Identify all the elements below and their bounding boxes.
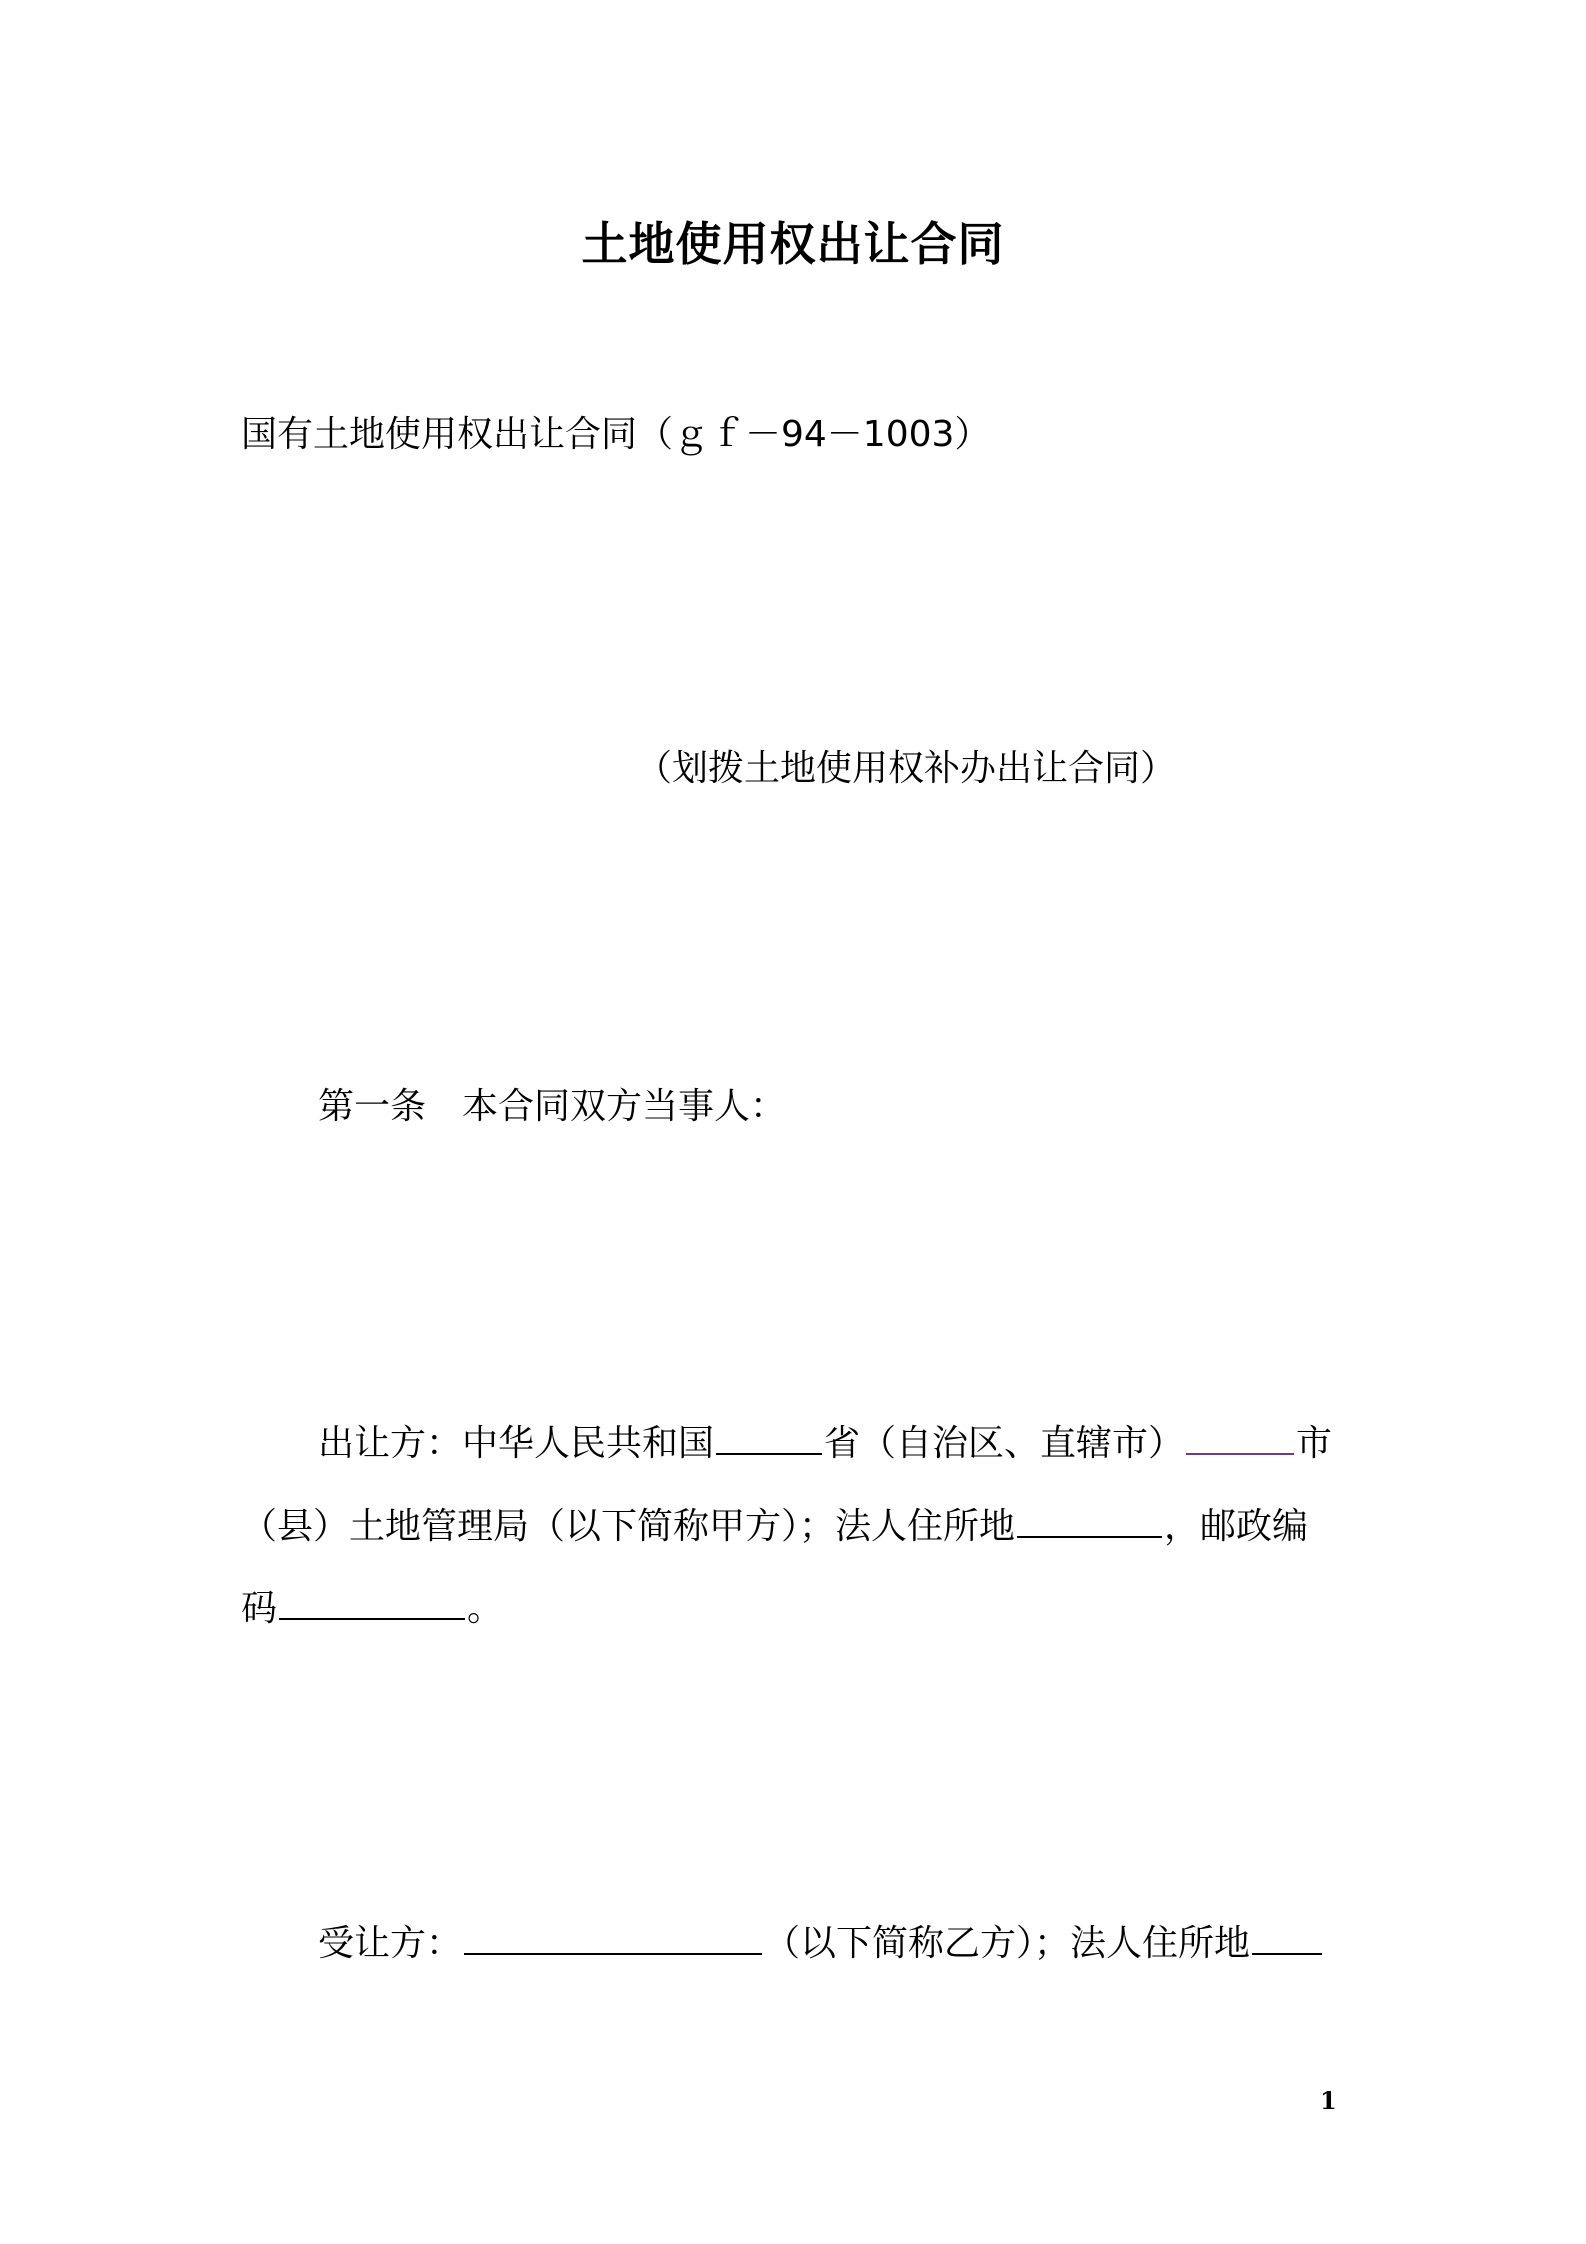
article-1-heading: 第一条 本合同双方当事人： <box>318 1086 787 1127</box>
document-title: 土地使用权出让合同 <box>581 217 1005 271</box>
grantee-address-blank <box>1252 1917 1322 1955</box>
period-text: 。 <box>467 1588 504 1629</box>
grantor-bureau-text: （县）土地管理局（以下简称甲方）；法人住所地 <box>241 1506 1016 1547</box>
grantor-label: 出让方：中华人民共和国 <box>318 1423 715 1464</box>
grantor-line-3 <box>241 1582 503 1634</box>
city-blank <box>1186 1417 1294 1455</box>
grantee-name-blank <box>464 1917 762 1955</box>
contract-subtitle: 国有土地使用权出让合同（ｇｆ－94－1003） <box>241 414 991 455</box>
grantee-label: 受让方： <box>318 1923 463 1964</box>
postal-code-end-text: 码 <box>241 1588 278 1629</box>
province-text: 省（自治区、直辖市） <box>824 1423 1185 1464</box>
contract-note: （划拨土地使用权补办出让合同） <box>636 748 1177 789</box>
province-blank <box>716 1417 822 1455</box>
postal-code-blank <box>279 1582 465 1620</box>
grantor-line-1 <box>318 1417 1332 1469</box>
city-text: 市 <box>1296 1423 1333 1464</box>
grantor-address-blank <box>1017 1500 1162 1538</box>
postal-code-text: ，邮政编 <box>1164 1506 1309 1547</box>
grantee-line-1 <box>318 1917 1324 1969</box>
page-number: 1 <box>1320 2086 1337 2115</box>
grantor-line-2 <box>241 1500 1308 1552</box>
grantee-address-text: （以下简称乙方）；法人住所地 <box>764 1923 1251 1964</box>
